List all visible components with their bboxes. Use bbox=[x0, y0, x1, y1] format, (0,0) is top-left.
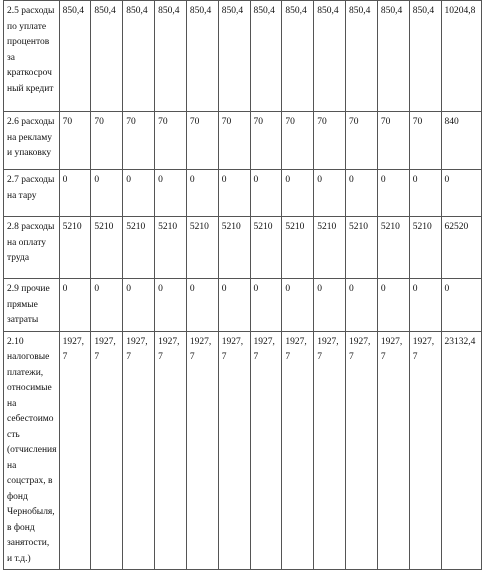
month-cell: 70 bbox=[314, 112, 346, 170]
table-row bbox=[4, 170, 482, 217]
month-cell: 5210 bbox=[409, 217, 441, 279]
month-cell: 1927,7 bbox=[186, 331, 218, 570]
month-cell: 0 bbox=[155, 279, 187, 332]
month-cell: 70 bbox=[218, 112, 250, 170]
month-cell: 0 bbox=[409, 170, 441, 217]
row-label: 2.7 расходы на тару bbox=[4, 170, 60, 217]
month-cell: 0 bbox=[59, 170, 91, 217]
row-label: 2.10 налоговые платежи, относимые на себестоимость (отчисления на соцстрах, в фонд Чернобыля, в фонд занятости, и т.д.) bbox=[4, 331, 60, 570]
table-row bbox=[4, 1, 482, 112]
month-cell: 850,4 bbox=[123, 1, 155, 112]
month-cell: 0 bbox=[282, 170, 314, 217]
month-cell: 70 bbox=[409, 112, 441, 170]
month-cell: 1927,7 bbox=[314, 331, 346, 570]
month-cell: 70 bbox=[91, 112, 123, 170]
month-cell: 5210 bbox=[59, 217, 91, 279]
table-row bbox=[4, 217, 482, 279]
month-cell: 0 bbox=[377, 279, 409, 332]
month-cell: 0 bbox=[377, 170, 409, 217]
month-cell: 0 bbox=[218, 279, 250, 332]
month-cell: 0 bbox=[314, 170, 346, 217]
total-cell: 840 bbox=[441, 112, 481, 170]
month-cell: 1927,7 bbox=[409, 331, 441, 570]
month-cell: 850,4 bbox=[409, 1, 441, 112]
total-cell: 0 bbox=[441, 279, 481, 332]
total-cell: 23132,4 bbox=[441, 331, 481, 570]
month-cell: 850,4 bbox=[346, 1, 378, 112]
month-cell: 850,4 bbox=[59, 1, 91, 112]
month-cell: 0 bbox=[59, 279, 91, 332]
month-cell: 1927,7 bbox=[123, 331, 155, 570]
month-cell: 0 bbox=[346, 279, 378, 332]
month-cell: 850,4 bbox=[314, 1, 346, 112]
month-cell: 0 bbox=[186, 279, 218, 332]
month-cell: 850,4 bbox=[250, 1, 282, 112]
month-cell: 0 bbox=[250, 170, 282, 217]
month-cell: 850,4 bbox=[155, 1, 187, 112]
month-cell: 70 bbox=[346, 112, 378, 170]
month-cell: 70 bbox=[155, 112, 187, 170]
row-label: 2.5 расходы по уплате процентов за краткосрочный кредит bbox=[4, 1, 60, 112]
month-cell: 0 bbox=[91, 170, 123, 217]
expense-table bbox=[3, 0, 482, 570]
month-cell: 5210 bbox=[186, 217, 218, 279]
total-cell: 62520 bbox=[441, 217, 481, 279]
total-cell: 10204,8 bbox=[441, 1, 481, 112]
table-row bbox=[4, 331, 482, 570]
month-cell: 0 bbox=[346, 170, 378, 217]
month-cell: 5210 bbox=[314, 217, 346, 279]
month-cell: 0 bbox=[186, 170, 218, 217]
month-cell: 0 bbox=[155, 170, 187, 217]
month-cell: 5210 bbox=[250, 217, 282, 279]
month-cell: 0 bbox=[250, 279, 282, 332]
month-cell: 1927,7 bbox=[91, 331, 123, 570]
month-cell: 5210 bbox=[377, 217, 409, 279]
row-label: 2.9 прочие прямые затраты bbox=[4, 279, 60, 332]
month-cell: 0 bbox=[91, 279, 123, 332]
month-cell: 5210 bbox=[282, 217, 314, 279]
month-cell: 1927,7 bbox=[377, 331, 409, 570]
month-cell: 5210 bbox=[155, 217, 187, 279]
month-cell: 70 bbox=[59, 112, 91, 170]
total-cell: 0 bbox=[441, 170, 481, 217]
month-cell: 1927,7 bbox=[346, 331, 378, 570]
month-cell: 70 bbox=[377, 112, 409, 170]
month-cell: 1927,7 bbox=[218, 331, 250, 570]
month-cell: 70 bbox=[123, 112, 155, 170]
month-cell: 70 bbox=[250, 112, 282, 170]
month-cell: 0 bbox=[123, 279, 155, 332]
month-cell: 0 bbox=[409, 279, 441, 332]
month-cell: 1927,7 bbox=[250, 331, 282, 570]
month-cell: 5210 bbox=[123, 217, 155, 279]
month-cell: 5210 bbox=[346, 217, 378, 279]
month-cell: 850,4 bbox=[91, 1, 123, 112]
month-cell: 5210 bbox=[91, 217, 123, 279]
table-row bbox=[4, 112, 482, 170]
month-cell: 1927,7 bbox=[155, 331, 187, 570]
month-cell: 1927,7 bbox=[282, 331, 314, 570]
month-cell: 0 bbox=[218, 170, 250, 217]
month-cell: 0 bbox=[314, 279, 346, 332]
row-label: 2.6 расходы на рекламу и упаковку bbox=[4, 112, 60, 170]
row-label: 2.8 расходы на оплату труда bbox=[4, 217, 60, 279]
month-cell: 850,4 bbox=[282, 1, 314, 112]
month-cell: 850,4 bbox=[186, 1, 218, 112]
month-cell: 5210 bbox=[218, 217, 250, 279]
table-row bbox=[4, 279, 482, 332]
month-cell: 850,4 bbox=[218, 1, 250, 112]
month-cell: 70 bbox=[282, 112, 314, 170]
month-cell: 0 bbox=[282, 279, 314, 332]
month-cell: 70 bbox=[186, 112, 218, 170]
month-cell: 850,4 bbox=[377, 1, 409, 112]
month-cell: 1927,7 bbox=[59, 331, 91, 570]
month-cell: 0 bbox=[123, 170, 155, 217]
